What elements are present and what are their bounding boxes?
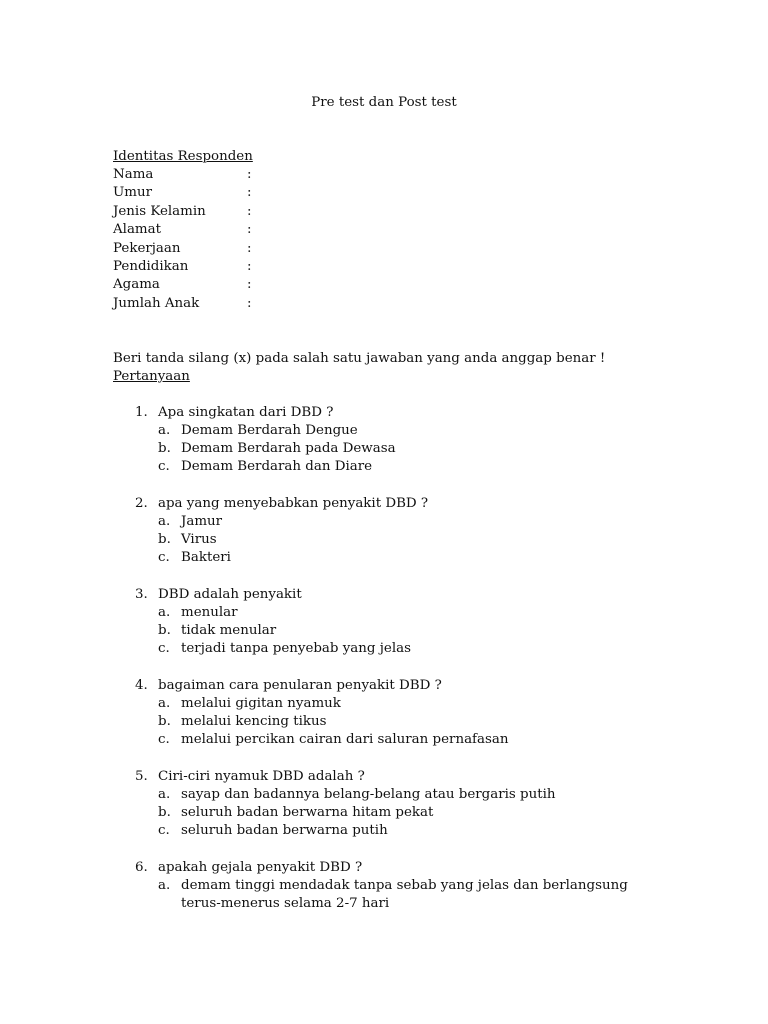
answer-option: a. demam tinggi mendadak tanpa sebab yang jelas dan berlangsung terus-menerus selama 2-7 hari: [158, 878, 628, 912]
answer-option: b. melalui kencing tikus: [158, 714, 327, 730]
questions-heading: Pertanyaan: [113, 369, 190, 384]
question-number: 6.: [135, 860, 148, 875]
answer-option: a. Demam Berdarah Dengue: [158, 423, 358, 439]
question-number: 4.: [135, 678, 148, 693]
answer-option: c. Bakteri: [158, 550, 231, 566]
question-number: 2.: [135, 496, 148, 511]
question-2: [0, 495, 768, 567]
question-text: Ciri-ciri nyamuk DBD adalah ?: [158, 769, 365, 784]
identity-row-alamat: Alamat :: [113, 222, 252, 238]
question-4: [0, 677, 768, 749]
answer-option: c. terjadi tanpa penyebab yang jelas: [158, 641, 411, 657]
answer-option: a. melalui gigitan nyamuk: [158, 696, 341, 712]
document-title: Pre test dan Post test: [311, 95, 457, 110]
question-1: [0, 404, 768, 476]
answer-option: c. seluruh badan berwarna putih: [158, 823, 388, 839]
identity-row-umur: Umur :: [113, 185, 252, 201]
answer-option: a. menular: [158, 605, 238, 621]
question-number: 3.: [135, 587, 148, 602]
question-text: bagaiman cara penularan penyakit DBD ?: [158, 678, 442, 693]
answer-option: b. tidak menular: [158, 623, 277, 639]
instruction-text: Beri tanda silang (x) pada salah satu jawaban yang anda anggap benar !: [113, 351, 606, 366]
identity-heading: Identitas Responden: [113, 149, 253, 164]
question-number: 5.: [135, 769, 148, 784]
answer-option: b. Virus: [158, 532, 217, 548]
question-number: 1.: [135, 405, 148, 420]
identity-row-agama: Agama :: [113, 277, 252, 293]
answer-option: c. Demam Berdarah dan Diare: [158, 459, 373, 475]
identity-row-jumlah-anak: Jumlah Anak :: [113, 295, 252, 311]
question-6: [0, 859, 768, 913]
answer-option: a. sayap dan badannya belang-belang atau bergaris putih: [158, 787, 556, 803]
identity-row-pendidikan: Pendidikan :: [113, 258, 252, 274]
answer-option: b. seluruh badan berwarna hitam pekat: [158, 805, 434, 821]
question-text: apakah gejala penyakit DBD ?: [158, 860, 363, 875]
answer-option: b. Demam Berdarah pada Dewasa: [158, 441, 396, 457]
answer-option: a. Jamur: [158, 514, 223, 530]
question-3: [0, 586, 768, 658]
identity-row-jenis-kelamin: Jenis Kelamin :: [113, 203, 252, 219]
identity-row-pekerjaan: Pekerjaan :: [113, 240, 252, 256]
question-5: [0, 768, 768, 840]
identity-fields: [113, 166, 413, 313]
question-text: Apa singkatan dari DBD ?: [158, 405, 334, 420]
question-text: apa yang menyebabkan penyakit DBD ?: [158, 496, 429, 511]
question-text: DBD adalah penyakit: [158, 587, 302, 602]
identity-row-nama: Nama :: [113, 167, 252, 182]
answer-option: c. melalui percikan cairan dari saluran pernafasan: [158, 732, 509, 748]
